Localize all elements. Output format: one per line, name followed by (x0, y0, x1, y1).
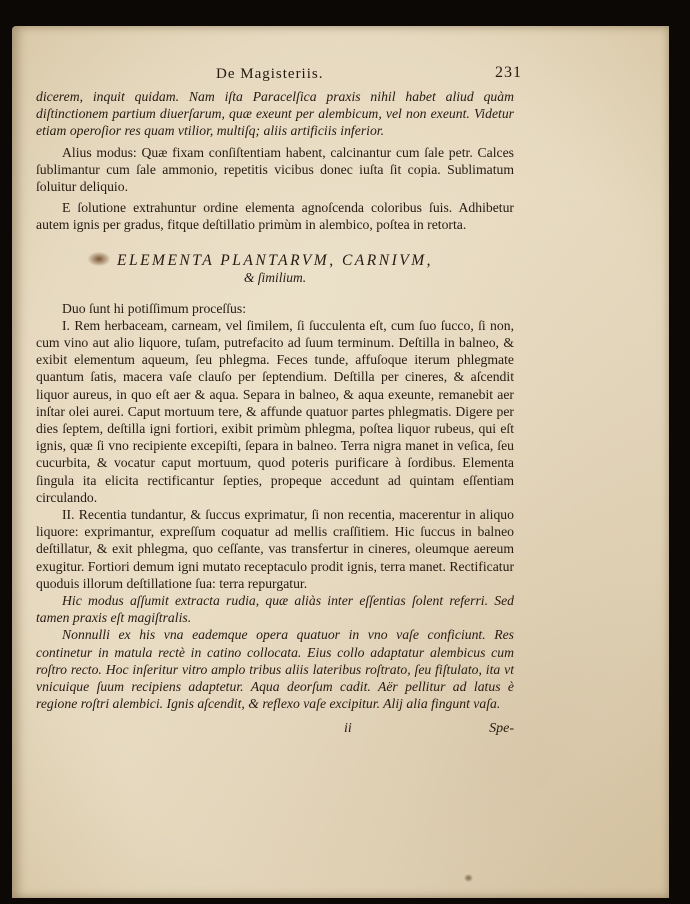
page-footer (36, 721, 514, 743)
ink-stain (464, 874, 473, 882)
paragraph: Alius modus: Quæ fixam conſiſtentiam habent, calcinantur cum ſale petr. Calces ſublimantur cum ſale ammonio, repetitis vicibus donec iuſta ſit copia. Sublimatum ſoluitur deliquio. (36, 144, 514, 195)
signature-mark: ii (344, 720, 352, 736)
paragraph: dicerem, inquit quidam. Nam iſta Paracelſica praxis nihil habet aliud quàm diſtinctionem partium diuerſarum, quæ exeunt per alembicum, vel non exeunt. Videtur etiam operoſior res quam vtilior, multiſq; aliis artificiis inferior. (36, 89, 514, 139)
page-number: 231 (495, 64, 522, 81)
running-header (36, 64, 522, 88)
catchword: Spe- (489, 720, 514, 736)
intro-line: Duo ſunt hi potiſſimum proceſſus: (62, 300, 247, 316)
note-paragraph: Hic modus aſſumit extracta rudia, quæ aliàs inter eſſentias ſolent referri. Sed tamen praxis eſt magiſtralis. (36, 593, 514, 626)
running-title: De Magisteriis. (216, 66, 324, 82)
note-paragraph: Nonnulli ex his vna eademque opera quatuor in vno vaſe conficiunt. Res continetur in matula rectè in catino collocata. Eius collo adaptatur alembicus cum roſtro recto. Hoc inſeritur vitro amplo tribus aliis lateribus roſtrato, ſeu fiſtulato, ita vt vnicuique ſuum recipiens adaptetur. Aqua deorſum cadit. Aër pellitur ad latus è regione roſtri alembici. Ignis aſcendit, & reflexo vaſe excipitur. Alij alia fingunt vaſa. (36, 627, 514, 712)
paragraph: E ſolutione extrahuntur ordine elementa agnoſcenda coloribus ſuis. Adhibetur autem ignis per gradus, fitque deſtillatio primùm in alembico, poſtea in retorta. (36, 200, 514, 233)
process-one: I. Rem herbaceam, carneam, vel ſimilem, ſi ſucculenta eſt, cum ſuo ſucco, ſi non, cum vino aut alio liquore, tuſam, putrefacito ad ſuum terminum. Deſtilla in balneo, & exibit elementum aqueum, ſeu phlegma. Feces tunde, affuſoque iterum phlegmate quantum ſatis, macera vaſe clauſo per ſeptendium. Deſtilla per cineres, & aſcendit liquor aureus, in quo eſt aer & aqua. Separa in balneo, & aqua exeunte, remanebit aer inſtar olei aurei. Caput mortuum tere, & affunde quatuor partes phlegmatis. Digere per dies ſeptem, deſtilla igni fortiori, exibit primùm phlegma, poſtea liquor rubeus, qui eſt ignis, quæ ſi vno recipiente excepiſti, ſepara in balneo. Terra nigra manet in veſica, ſeu cucurbita, & vocatur caput mortuum, quod poteris purificare à ſordibus. Elementa ſingula ita elicita rectificantur ſepties, propeque accedunt ad quintam eſſentiam circulando. (36, 317, 514, 505)
section-subheading: & ſimilium. (243, 269, 307, 285)
page-text (36, 64, 522, 743)
section-heading: ELEMENTA PLANTARVM, CARNIVM, (117, 251, 433, 269)
process-two: II. Recentia tundantur, & ſuccus exprimatur, ſi non recentia, macerentur in aliquo liquore: exprimantur, expreſſum coquatur ad mellis craſſitiem. Hic ſuccus in balneo deſtillatur, & exit phlegma, quo ceſſante, vas transfertur in cineres, oleumque aereum exugitur. Fortiori demum igni mutato receptaculo prodit ignis, terra manet. Rectificatur quoduis illorum deſtillatione ſua: terra repurgatur. (36, 507, 514, 591)
book-page (12, 26, 669, 898)
